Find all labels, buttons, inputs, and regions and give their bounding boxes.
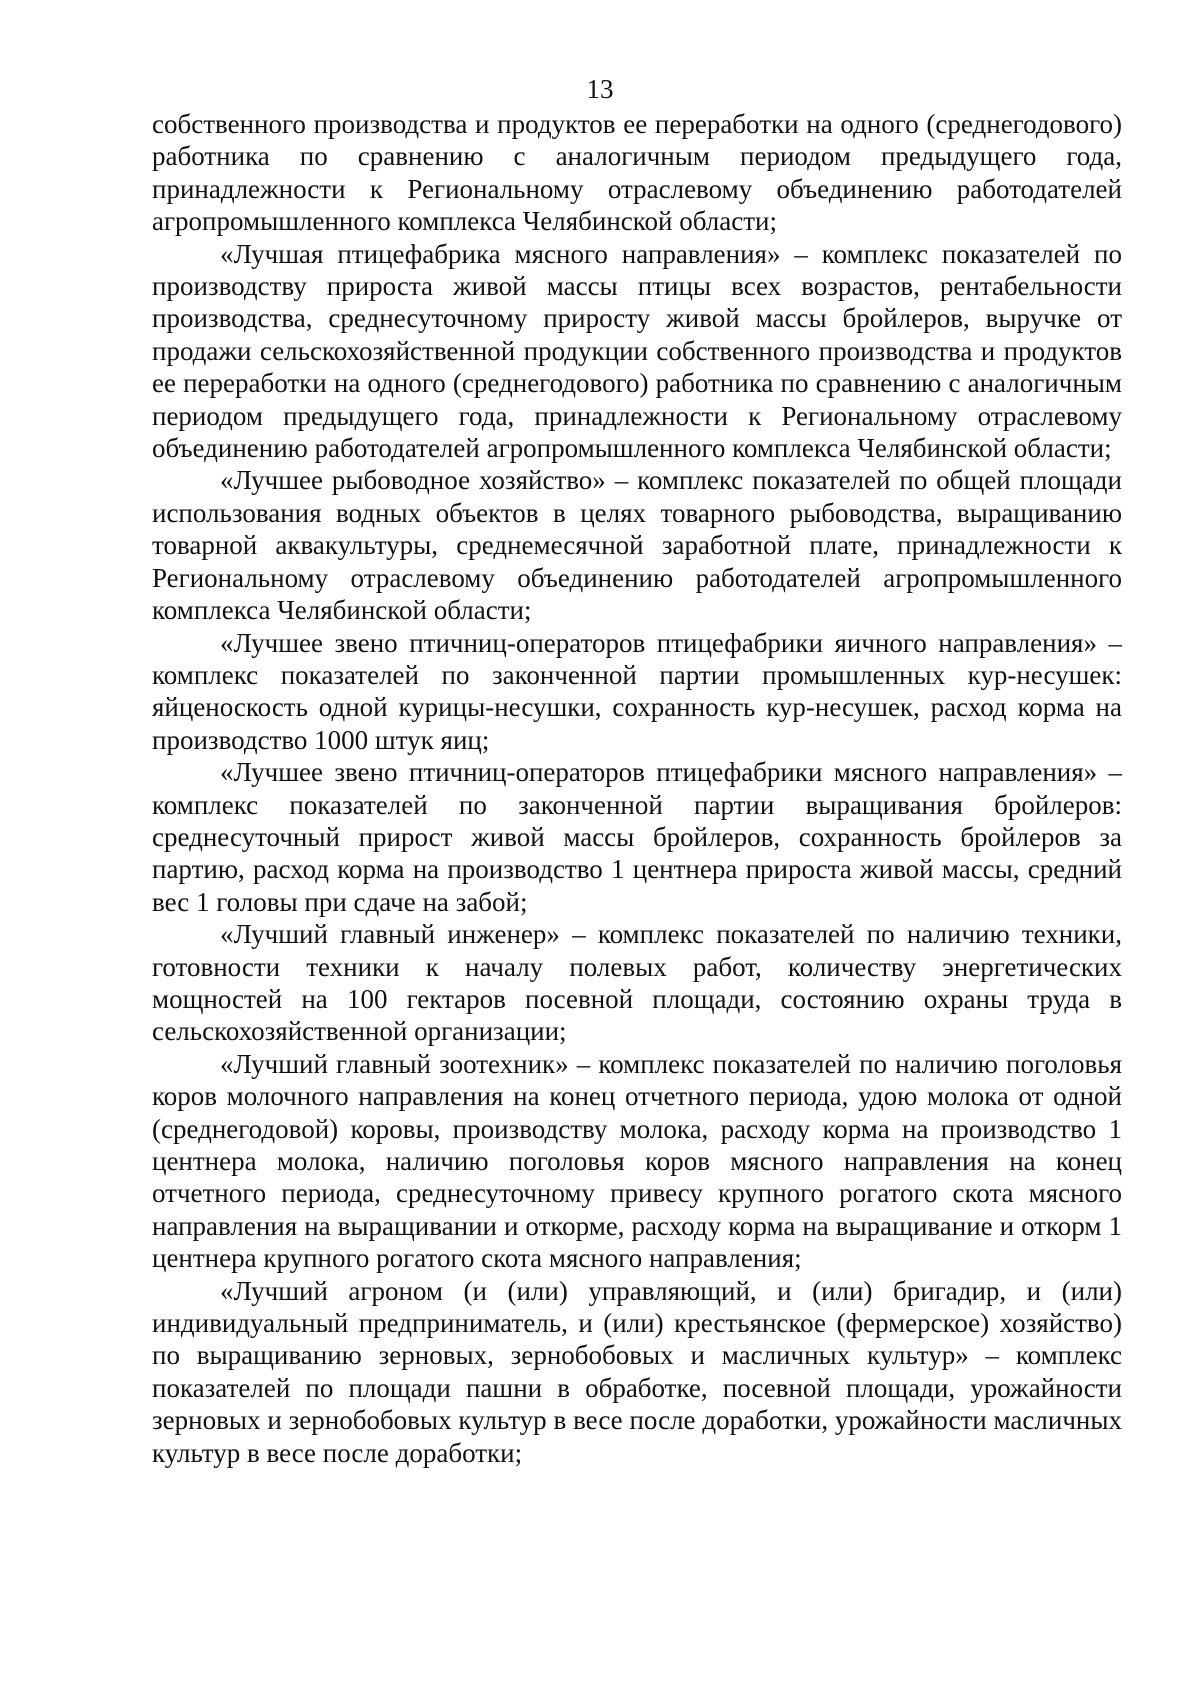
paragraph-best-poultry-team-meat: «Лучшее звено птичниц-операторов птицефабрики мясного направления» – комплекс показателей по законченной партии выращивания бройлеров: среднесуточный прирост живой массы бройлеров, сохранность бройлеров за партию, расход корма на производство 1 центнера прироста живой массы, средний вес 1 головы при сдаче на забой;	[152, 757, 1122, 917]
paragraph-best-agronomist: «Лучший агроном (и (или) управляющий, и (или) бригадир, и (или) индивидуальный предприниматель, и (или) крестьянское (фермерское) хозяйство) по выращиванию зерновых, зернобобовых и масличных культур» – комплекс показателей по площади пашни в обработке, посевной площади, урожайности зерновых и зернобобовых культур в весе после доработки, урожайности масличных культур в весе после доработки;	[152, 1275, 1122, 1468]
paragraph-best-fish-farm: «Лучшее рыбоводное хозяйство» – комплекс показателей по общей площади использования водных объектов в целях товарного рыбоводства, выращиванию товарной аквакультуры, среднемесячной заработной плате, принадлежности к Региональному отраслевому объединению работодателей агропромышленного комплекса Челябинской области;	[152, 465, 1122, 626]
paragraph-continuation: собственного производства и продуктов ее переработки на одного (среднегодового) работника по сравнению с аналогичным периодом предыдущего года, принадлежности к Региональному отраслевому объединению работодателей агропромышленного комплекса Челябинской области;	[152, 109, 1122, 237]
paragraph-best-poultry-farm-meat: «Лучшая птицефабрика мясного направления» – комплекс показателей по производству прироста живой массы птицы всех возрастов, рентабельности производства, среднесуточному приросту живой массы бройлеров, выручке от продажи сельскохозяйственной продукции собственного производства и продуктов ее переработки на одного (среднегодового) работника по сравнению с аналогичным периодом предыдущего года, принадлежности к Региональному отраслевому объединению работодателей агропромышленного комплекса Челябинской области;	[152, 238, 1122, 464]
paragraph-best-chief-engineer: «Лучший главный инженер» – комплекс показателей по наличию техники, готовности техники к началу полевых работ, количеству энергетических мощностей на 100 гектаров посевной площади, состоянию охраны труда в сельскохозяйственной организации;	[152, 919, 1122, 1047]
document-body	[152, 108, 1122, 1469]
page-number: 13	[586, 74, 614, 104]
paragraph-best-chief-zootechnician: «Лучший главный зоотехник» – комплекс показателей по наличию поголовья коров молочного направления на конец отчетного периода, удою молока от одной (среднегодовой) коровы, производству молока, расходу корма на производство 1 центнера молока, наличию поголовья коров мясного направления на конец отчетного периода, среднесуточному привесу крупного рогатого скота мясного направления на выращивании и откорме, расходу корма на выращивание и откорм 1 центнера крупного рогатого скота мясного направления;	[152, 1048, 1122, 1274]
paragraph-best-poultry-team-egg: «Лучшее звено птичниц-операторов птицефабрики яичного направления» – комплекс показателей по законченной партии промышленных кур-несушек: яйценоскость одной курицы-несушки, сохранность кур-несушек, расход корма на производство 1000 штук яиц;	[152, 627, 1122, 755]
